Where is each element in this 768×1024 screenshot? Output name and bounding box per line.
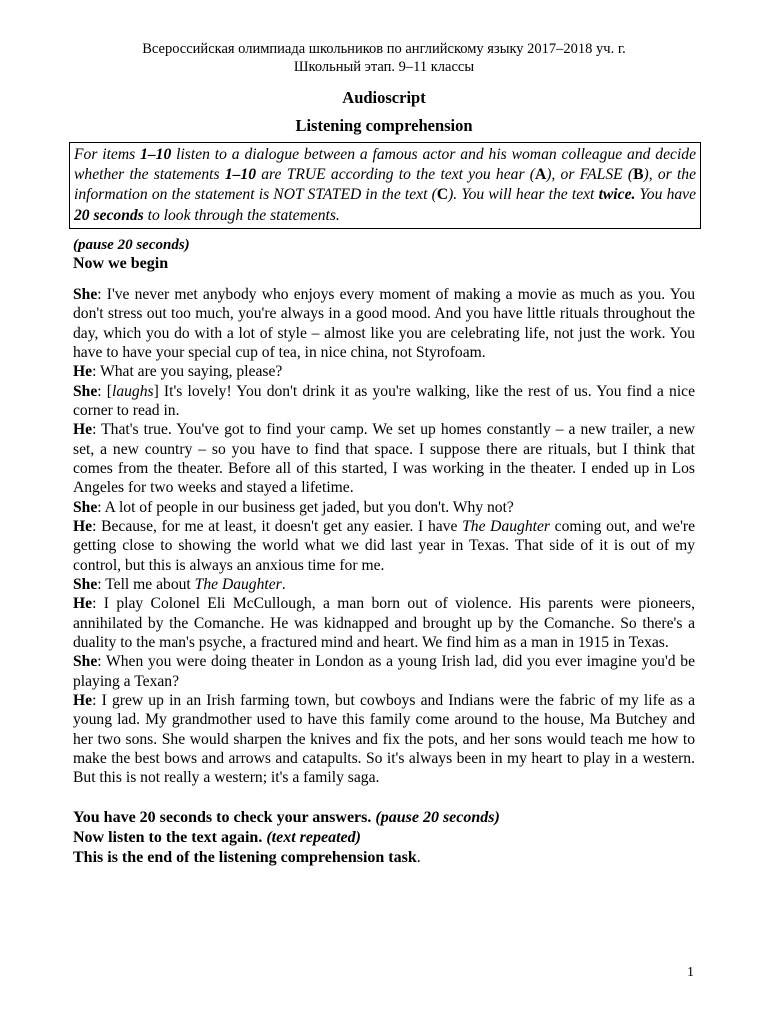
speaker-label: He — [73, 363, 93, 381]
instr-text: ), or FALSE ( — [546, 166, 634, 184]
instr-text: are TRUE according to the text you hear ( — [256, 166, 535, 184]
dialogue-line — [73, 382, 695, 421]
instr-text: listen to a dialogue between a famous actor and his woman colleague and decide whether the statements — [74, 146, 696, 184]
instr-text: ), or the information on the statement is NOT STATED in the text ( — [74, 166, 696, 204]
speaker-label: She — [73, 382, 98, 400]
dialogue-line — [73, 362, 695, 381]
instr-twice: twice. — [598, 186, 636, 204]
footer-period: . — [416, 848, 421, 866]
footer-text: You have 20 seconds to check your answers. — [73, 808, 376, 826]
footer-text: This is the end of the listening comprehension task — [73, 848, 417, 866]
speaker-label: She — [73, 498, 98, 516]
speaker-label: She — [73, 575, 98, 593]
dialogue-line — [73, 517, 695, 575]
speaker-label: She — [73, 285, 98, 303]
dialogue-text: : I've never met anybody who enjoys every moment of making a movie as much as you. You don't stress out too much, you're always in a good mood. And you have little rituals throughout the day, which you do with a lot of style – almost like you are celebrating life, not just the work. You have to have your special cup of tea, in nice china, not Styrofoam. — [73, 285, 695, 361]
header-stage-line: Школьный этап. 9–11 классы — [293, 59, 475, 75]
instr-option-b: B — [633, 166, 644, 184]
dialogue-line — [73, 420, 695, 497]
instr-text: to look through the statements. — [143, 206, 340, 224]
dialogue-text: : I play Colonel Eli McCullough, a man born out of violence. His parents were pioneers, annihilated by the Comanche. He was kidnapped and brought up by the Comanche. So there's a duality to the man's psyche, a fractured mind and heart. We find him as a man in 1915 in Texas. — [73, 595, 695, 651]
speaker-label: He — [73, 421, 93, 439]
footer-pause-note: (pause 20 seconds) — [375, 808, 500, 826]
document-page — [73, 40, 695, 868]
section-subtitle: Listening comprehension — [295, 116, 473, 135]
dialogue-text: : Tell me about — [97, 575, 195, 593]
dialogue-line — [73, 575, 695, 594]
dialogue-text: . — [281, 575, 286, 593]
end-of-task-line — [73, 848, 695, 868]
dialogue-text: ] It's lovely! You don't drink it as you're walking, like the rest of us. You find a nice corner to read in. — [73, 382, 695, 419]
dialogue-text: : When you were doing theater in London as a young Irish lad, did you ever imagine you'd be playing a Texan? — [73, 653, 695, 690]
header-olympiad-line: Всероссийская олимпиада школьников по английскому языку 2017–2018 уч. г. — [142, 41, 626, 57]
dialogue-line — [73, 498, 695, 517]
dialogue-line — [73, 652, 695, 691]
instructions-box — [69, 142, 701, 229]
speaker-label: He — [73, 692, 93, 710]
page-number: 1 — [687, 965, 694, 980]
stage-direction: laughs — [111, 382, 154, 400]
check-answers-line — [73, 808, 695, 828]
dialogue-line — [73, 691, 695, 788]
dialogue-text: : Because, for me at least, it doesn't get any easier. I have — [92, 517, 463, 535]
speaker-label: He — [73, 595, 93, 613]
dialogue-text: : I grew up in an Irish farming town, but cowboys and Indians were the fabric of my life as a young lad. My grandmother used to have this family come around to the house, Ma Butchey and her two sons. She would sharpen the knives and fix the pots, and her sons would teach me how to make the best bows and arrows and catapults. So it's always been in my heart to play in a western. But this is not really a western; it's a family saga. — [73, 692, 695, 787]
footer-repeat-note: (text repeated) — [266, 828, 361, 846]
page-title: Audioscript — [342, 88, 426, 107]
dialogue-text: : That's true. You've got to find your camp. We set up homes constantly – a new trailer, a new set, a new country – so you have to find that space. I suppose there are rituals, but I think that comes from the theater. Before all of this started, I was working in the theater. I ended up in Los Angeles for two weeks and stayed a lifetime. — [73, 421, 695, 497]
begin-line: Now we begin — [73, 254, 169, 272]
instr-option-a: A — [534, 166, 547, 184]
document-header — [73, 40, 695, 76]
film-title: The Daughter — [462, 517, 550, 535]
dialogue — [73, 285, 695, 788]
dialogue-text: coming out, and we're getting close to showing the world what we did last year in Texas. That side of it is out of my control, but this is always an anxious time for me. — [73, 517, 695, 574]
instr-text: You have — [635, 186, 697, 204]
dialogue-line — [73, 285, 695, 362]
film-title: The Daughter — [194, 575, 282, 593]
dialogue-text: : A lot of people in our business get jaded, but you don't. Why not? — [97, 498, 514, 516]
pause-note: (pause 20 seconds) — [73, 236, 190, 253]
dialogue-line — [73, 594, 695, 652]
footer-text: Now listen to the text again. — [73, 828, 267, 846]
speaker-label: She — [73, 653, 98, 671]
closing-instructions — [73, 808, 695, 868]
instr-items: 1–10 — [224, 166, 257, 184]
instr-option-c: C — [436, 186, 449, 204]
dialogue-text: : What are you saying, please? — [92, 363, 283, 381]
listen-again-line — [73, 828, 695, 848]
instr-items: 1–10 — [140, 146, 172, 163]
instr-seconds: 20 seconds — [74, 206, 144, 224]
instr-text: ). You will hear the text — [448, 186, 599, 204]
dialogue-text: : [ — [97, 382, 112, 400]
instr-text: For items — [74, 146, 141, 163]
speaker-label: He — [73, 517, 93, 535]
